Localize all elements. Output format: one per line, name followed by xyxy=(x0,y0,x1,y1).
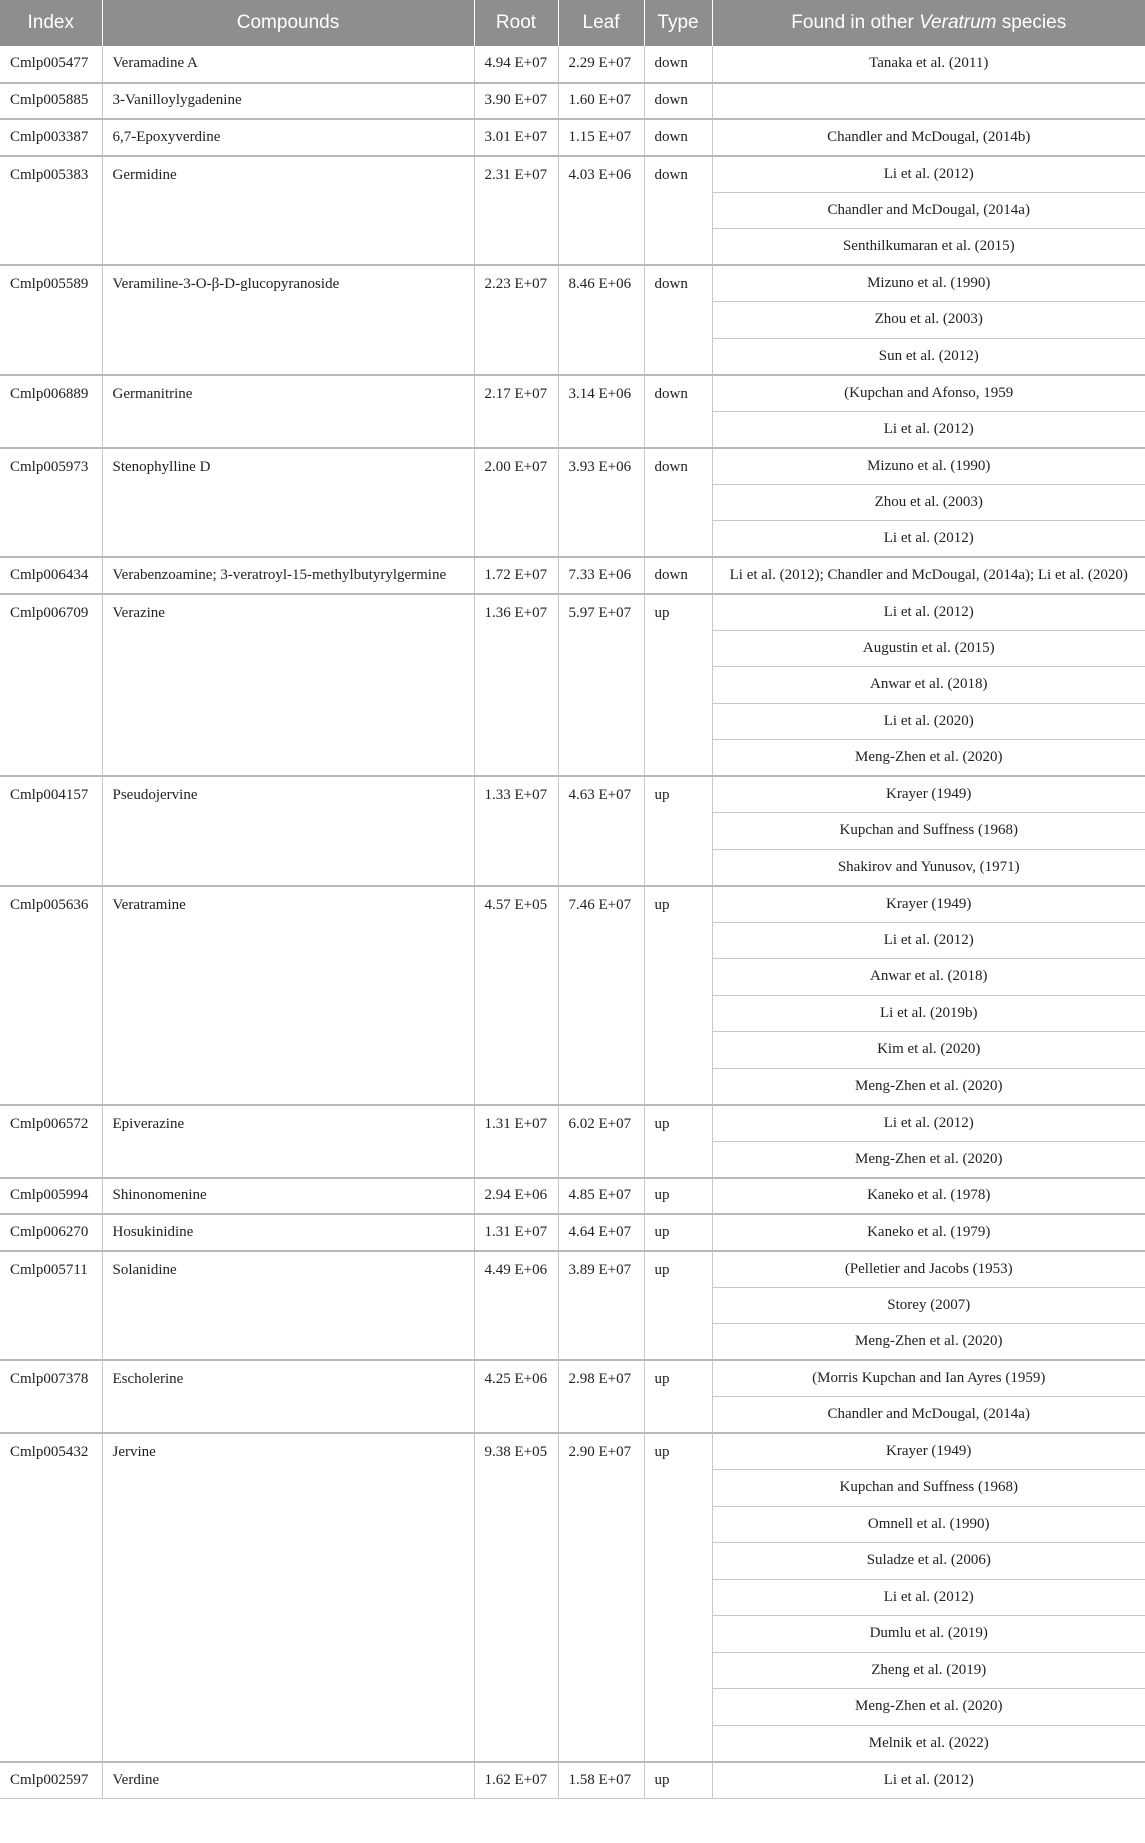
cell-root: 1.33 E+07 xyxy=(474,776,558,886)
table-row xyxy=(0,1360,1145,1397)
cell-root: 4.25 E+06 xyxy=(474,1360,558,1433)
cell-reference: Tanaka et al. (2011) xyxy=(712,46,1145,83)
cell-reference xyxy=(712,83,1145,120)
cell-reference: Meng-Zhen et al. (2020) xyxy=(712,1689,1145,1726)
cell-compound: Germanitrine xyxy=(102,375,474,448)
table-row xyxy=(0,594,1145,631)
cell-reference: Storey (2007) xyxy=(712,1287,1145,1324)
cell-leaf: 6.02 E+07 xyxy=(558,1105,644,1178)
cell-index: Cmlp006434 xyxy=(0,557,102,594)
cell-compound: Escholerine xyxy=(102,1360,474,1433)
table-row xyxy=(0,1762,1145,1799)
cell-reference: Chandler and McDougal, (2014a) xyxy=(712,192,1145,229)
header-compounds: Compounds xyxy=(102,0,474,46)
table-row xyxy=(0,1214,1145,1251)
cell-reference: Meng-Zhen et al. (2020) xyxy=(712,1068,1145,1105)
cell-reference: Zheng et al. (2019) xyxy=(712,1652,1145,1689)
cell-type: down xyxy=(644,83,712,120)
table-row xyxy=(0,776,1145,813)
cell-index: Cmlp006709 xyxy=(0,594,102,777)
cell-compound: Germidine xyxy=(102,156,474,266)
header-index: Index xyxy=(0,0,102,46)
cell-root: 2.23 E+07 xyxy=(474,265,558,375)
cell-reference: Li et al. (2012) xyxy=(712,411,1145,448)
header-found-suffix: species xyxy=(996,12,1067,33)
cell-reference: Omnell et al. (1990) xyxy=(712,1506,1145,1543)
cell-reference: Li et al. (2012); Chandler and McDougal, (2014a); Li et al. (2020) xyxy=(712,557,1145,594)
cell-reference: Anwar et al. (2018) xyxy=(712,667,1145,704)
cell-reference: Li et al. (2012) xyxy=(712,1762,1145,1799)
cell-index: Cmlp003387 xyxy=(0,119,102,156)
cell-index: Cmlp005994 xyxy=(0,1178,102,1215)
cell-index: Cmlp006270 xyxy=(0,1214,102,1251)
cell-root: 1.31 E+07 xyxy=(474,1105,558,1178)
cell-index: Cmlp005885 xyxy=(0,83,102,120)
cell-root: 9.38 E+05 xyxy=(474,1433,558,1762)
cell-root: 4.49 E+06 xyxy=(474,1251,558,1361)
cell-index: Cmlp005589 xyxy=(0,265,102,375)
cell-reference: Li et al. (2012) xyxy=(712,1579,1145,1616)
cell-reference: (Pelletier and Jacobs (1953) xyxy=(712,1251,1145,1288)
cell-reference: Chandler and McDougal, (2014b) xyxy=(712,119,1145,156)
cell-reference: Augustin et al. (2015) xyxy=(712,630,1145,667)
cell-reference: Meng-Zhen et al. (2020) xyxy=(712,740,1145,777)
cell-compound: Veramadine A xyxy=(102,46,474,83)
cell-index: Cmlp004157 xyxy=(0,776,102,886)
cell-type: down xyxy=(644,119,712,156)
cell-reference: Shakirov and Yunusov, (1971) xyxy=(712,849,1145,886)
cell-leaf: 7.33 E+06 xyxy=(558,557,644,594)
cell-compound: Stenophylline D xyxy=(102,448,474,558)
cell-compound: Hosukinidine xyxy=(102,1214,474,1251)
cell-leaf: 4.85 E+07 xyxy=(558,1178,644,1215)
table-row xyxy=(0,119,1145,156)
table-row xyxy=(0,1251,1145,1288)
cell-compound: Pseudojervine xyxy=(102,776,474,886)
table-row xyxy=(0,1105,1145,1142)
cell-index: Cmlp005636 xyxy=(0,886,102,1105)
cell-reference: Krayer (1949) xyxy=(712,886,1145,923)
cell-reference: Li et al. (2012) xyxy=(712,594,1145,631)
cell-reference: (Kupchan and Afonso, 1959 xyxy=(712,375,1145,412)
cell-root: 2.00 E+07 xyxy=(474,448,558,558)
cell-compound: 6,7-Epoxyverdine xyxy=(102,119,474,156)
cell-compound: Verazine xyxy=(102,594,474,777)
cell-type: up xyxy=(644,776,712,886)
cell-leaf: 5.97 E+07 xyxy=(558,594,644,777)
cell-compound: Jervine xyxy=(102,1433,474,1762)
table-row xyxy=(0,1178,1145,1215)
table-row xyxy=(0,156,1145,193)
cell-index: Cmlp007378 xyxy=(0,1360,102,1433)
cell-root: 1.62 E+07 xyxy=(474,1762,558,1799)
cell-type: down xyxy=(644,375,712,448)
cell-reference: Krayer (1949) xyxy=(712,776,1145,813)
cell-compound: Shinonomenine xyxy=(102,1178,474,1215)
cell-reference: Li et al. (2019b) xyxy=(712,995,1145,1032)
cell-type: down xyxy=(644,156,712,266)
cell-leaf: 4.03 E+06 xyxy=(558,156,644,266)
cell-type: up xyxy=(644,1178,712,1215)
cell-root: 3.01 E+07 xyxy=(474,119,558,156)
cell-root: 1.36 E+07 xyxy=(474,594,558,777)
cell-type: down xyxy=(644,448,712,558)
cell-compound: 3-Vanilloylygadenine xyxy=(102,83,474,120)
cell-leaf: 1.60 E+07 xyxy=(558,83,644,120)
cell-leaf: 7.46 E+07 xyxy=(558,886,644,1105)
table-row xyxy=(0,375,1145,412)
cell-index: Cmlp005711 xyxy=(0,1251,102,1361)
cell-reference: Kaneko et al. (1979) xyxy=(712,1214,1145,1251)
cell-reference: Kim et al. (2020) xyxy=(712,1032,1145,1069)
cell-reference: Melnik et al. (2022) xyxy=(712,1725,1145,1762)
cell-leaf: 1.58 E+07 xyxy=(558,1762,644,1799)
cell-compound: Veratramine xyxy=(102,886,474,1105)
cell-index: Cmlp005383 xyxy=(0,156,102,266)
cell-reference: Sun et al. (2012) xyxy=(712,338,1145,375)
cell-compound: Veramiline-3-O-β-D-glucopyranoside xyxy=(102,265,474,375)
cell-index: Cmlp005973 xyxy=(0,448,102,558)
cell-compound: Epiverazine xyxy=(102,1105,474,1178)
cell-compound: Verdine xyxy=(102,1762,474,1799)
cell-reference: Kupchan and Suffness (1968) xyxy=(712,813,1145,850)
cell-leaf: 1.15 E+07 xyxy=(558,119,644,156)
cell-type: up xyxy=(644,886,712,1105)
cell-leaf: 3.89 E+07 xyxy=(558,1251,644,1361)
cell-reference: Dumlu et al. (2019) xyxy=(712,1616,1145,1653)
cell-reference: Li et al. (2012) xyxy=(712,922,1145,959)
cell-compound: Solanidine xyxy=(102,1251,474,1361)
cell-type: up xyxy=(644,1762,712,1799)
cell-reference: Mizuno et al. (1990) xyxy=(712,265,1145,302)
cell-reference: Meng-Zhen et al. (2020) xyxy=(712,1324,1145,1361)
table-row xyxy=(0,1433,1145,1470)
cell-reference: Senthilkumaran et al. (2015) xyxy=(712,229,1145,266)
table-row xyxy=(0,265,1145,302)
cell-root: 3.90 E+07 xyxy=(474,83,558,120)
cell-root: 2.31 E+07 xyxy=(474,156,558,266)
cell-reference: Li et al. (2020) xyxy=(712,703,1145,740)
cell-index: Cmlp005432 xyxy=(0,1433,102,1762)
cell-reference: Li et al. (2012) xyxy=(712,521,1145,558)
header-found-genus: Veratrum xyxy=(919,12,997,33)
cell-reference: Chandler and McDougal, (2014a) xyxy=(712,1397,1145,1434)
cell-root: 1.31 E+07 xyxy=(474,1214,558,1251)
cell-reference: Zhou et al. (2003) xyxy=(712,484,1145,521)
cell-leaf: 2.29 E+07 xyxy=(558,46,644,83)
cell-reference: Suladze et al. (2006) xyxy=(712,1543,1145,1580)
cell-type: up xyxy=(644,1433,712,1762)
cell-type: up xyxy=(644,1105,712,1178)
table-row xyxy=(0,83,1145,120)
cell-reference: Kupchan and Suffness (1968) xyxy=(712,1470,1145,1507)
cell-type: up xyxy=(644,1214,712,1251)
cell-leaf: 2.90 E+07 xyxy=(558,1433,644,1762)
cell-root: 4.94 E+07 xyxy=(474,46,558,83)
cell-leaf: 3.93 E+06 xyxy=(558,448,644,558)
cell-index: Cmlp005477 xyxy=(0,46,102,83)
table-row xyxy=(0,886,1145,923)
header-row xyxy=(0,0,1145,46)
header-type: Type xyxy=(644,0,712,46)
cell-reference: Mizuno et al. (1990) xyxy=(712,448,1145,485)
cell-type: down xyxy=(644,46,712,83)
cell-leaf: 4.64 E+07 xyxy=(558,1214,644,1251)
header-found-in-other-species xyxy=(712,0,1145,46)
cell-root: 4.57 E+05 xyxy=(474,886,558,1105)
cell-type: up xyxy=(644,1251,712,1361)
cell-type: down xyxy=(644,265,712,375)
cell-reference: Anwar et al. (2018) xyxy=(712,959,1145,996)
cell-index: Cmlp006889 xyxy=(0,375,102,448)
header-found-prefix: Found in other xyxy=(791,12,920,33)
cell-root: 1.72 E+07 xyxy=(474,557,558,594)
cell-reference: Krayer (1949) xyxy=(712,1433,1145,1470)
header-root: Root xyxy=(474,0,558,46)
cell-root: 2.17 E+07 xyxy=(474,375,558,448)
cell-index: Cmlp002597 xyxy=(0,1762,102,1799)
cell-reference: Kaneko et al. (1978) xyxy=(712,1178,1145,1215)
cell-type: down xyxy=(644,557,712,594)
cell-index: Cmlp006572 xyxy=(0,1105,102,1178)
cell-leaf: 4.63 E+07 xyxy=(558,776,644,886)
table-body xyxy=(0,46,1145,1798)
table-header xyxy=(0,0,1145,46)
table-row xyxy=(0,557,1145,594)
table-row xyxy=(0,46,1145,83)
cell-type: up xyxy=(644,594,712,777)
header-leaf: Leaf xyxy=(558,0,644,46)
cell-reference: Zhou et al. (2003) xyxy=(712,302,1145,339)
cell-leaf: 3.14 E+06 xyxy=(558,375,644,448)
cell-reference: Meng-Zhen et al. (2020) xyxy=(712,1141,1145,1178)
cell-reference: Li et al. (2012) xyxy=(712,1105,1145,1142)
cell-root: 2.94 E+06 xyxy=(474,1178,558,1215)
cell-compound: Verabenzoamine; 3-veratroyl-15-methylbutyrylgermine xyxy=(102,557,474,594)
cell-reference: (Morris Kupchan and Ian Ayres (1959) xyxy=(712,1360,1145,1397)
cell-type: up xyxy=(644,1360,712,1433)
table-row xyxy=(0,448,1145,485)
cell-leaf: 8.46 E+06 xyxy=(558,265,644,375)
cell-leaf: 2.98 E+07 xyxy=(558,1360,644,1433)
cell-reference: Li et al. (2012) xyxy=(712,156,1145,193)
